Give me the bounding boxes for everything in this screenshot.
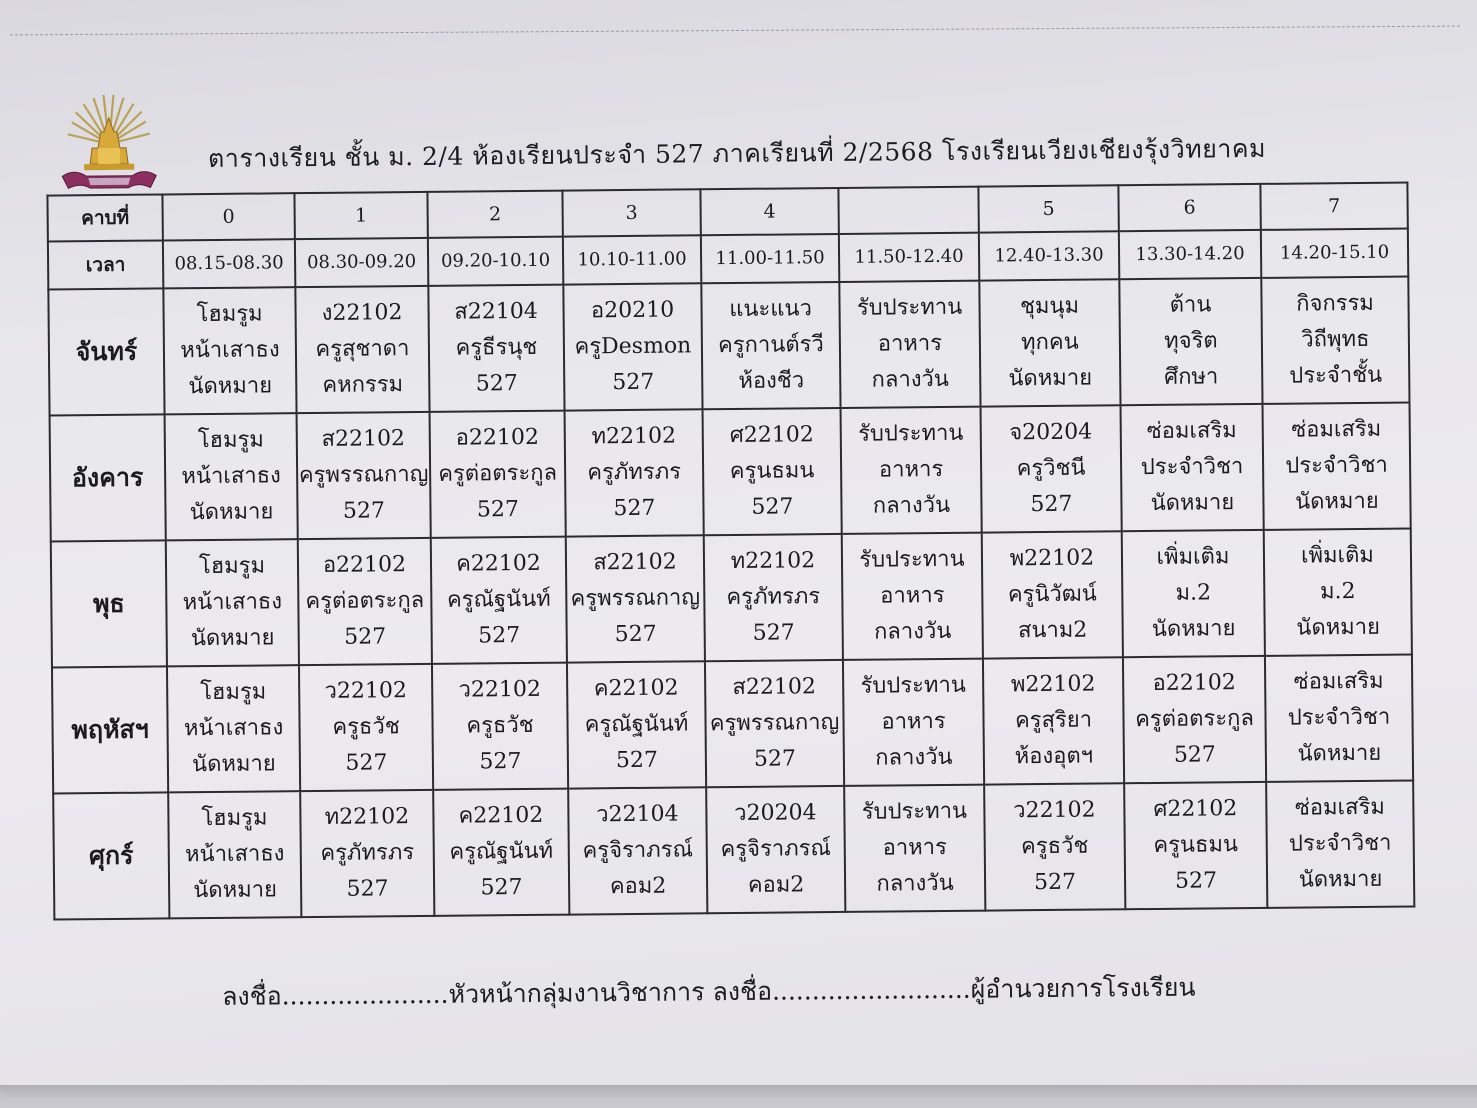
room-or-note: 527	[346, 876, 389, 902]
schedule-cell	[566, 535, 705, 662]
subject-code: ว22102	[1013, 797, 1096, 824]
period-number: 7	[1260, 182, 1407, 229]
schedule-cell	[1124, 782, 1267, 909]
teacher-name: ประจำวิชา	[1288, 830, 1392, 857]
school-emblem-icon	[53, 91, 164, 196]
subject-code: โฮมรูม	[200, 679, 267, 706]
schedule-cell	[568, 787, 707, 914]
subject-code: จ20204	[1009, 419, 1093, 446]
teacher-name: ม.2	[1175, 580, 1212, 606]
subject-code: ศ22102	[1153, 796, 1238, 822]
schedule-cell	[1119, 278, 1262, 405]
timetable	[46, 181, 1415, 920]
room-or-note: นัดหมาย	[193, 877, 278, 904]
room-or-note: นัดหมาย	[1295, 488, 1379, 515]
schedule-cell	[704, 534, 843, 661]
room-or-note: 527	[342, 498, 386, 524]
schedule-cell	[843, 659, 984, 786]
teacher-name: ครูจิราภรณ์	[582, 837, 694, 864]
teacher-name: ครูณัฐนันท์	[584, 711, 689, 738]
subject-code: ซ่อมเสริม	[1146, 418, 1237, 445]
schedule-cell	[1264, 528, 1412, 655]
room-or-note: 527	[480, 875, 523, 901]
subject-code: กิจกรรม	[1296, 290, 1374, 317]
time-slot: 08.15-08.30	[163, 239, 295, 288]
room-or-note: 527	[615, 747, 659, 774]
teacher-name: ครูต่อตระกูล	[1135, 705, 1255, 733]
subject-code: ง22102	[321, 300, 403, 326]
room-or-note: ห้องอุตฯ	[1014, 743, 1094, 770]
timetable-document	[17, 75, 1446, 1049]
subject-code: ซ่อมเสริม	[1293, 668, 1384, 695]
schedule-cell	[982, 531, 1123, 658]
day-name: พุธ	[51, 540, 167, 667]
room-or-note: สนาม2	[1017, 617, 1088, 644]
teacher-name: ครูวิชนี	[1016, 455, 1086, 482]
subject-code: ส22102	[321, 426, 406, 452]
schedule-cell	[981, 405, 1122, 532]
schedule-cell	[705, 660, 844, 787]
teacher-name: หน้าเสาธง	[180, 337, 280, 364]
room-or-note: 527	[751, 494, 794, 520]
subject-code: เพิ่มเติม	[1156, 544, 1230, 570]
subject-code: ชุมนุม	[1019, 293, 1080, 320]
teacher-name: ม.2	[1319, 579, 1356, 605]
period-number	[838, 187, 978, 234]
period-number: 4	[700, 188, 838, 235]
day-name: พฤหัสฯ	[52, 666, 168, 793]
perforation-line	[10, 26, 1460, 36]
period-number: 1	[294, 192, 427, 239]
schedule-cell	[1261, 276, 1409, 403]
subject-code: ส22102	[593, 549, 677, 576]
teacher-name: ครูธวัช	[1021, 833, 1089, 860]
subject-code: รับประทาน	[860, 672, 966, 699]
schedule-cell	[1121, 404, 1264, 531]
day-row	[53, 780, 1414, 919]
subject-code: ซ่อมเสริม	[1291, 416, 1382, 443]
day-row	[51, 528, 1412, 667]
schedule-cell	[701, 282, 840, 409]
subject-code: อ22102	[322, 552, 407, 578]
time-slot: 11.00-11.50	[701, 234, 839, 283]
schedule-cell	[167, 665, 300, 792]
subject-code: ว22102	[324, 678, 408, 704]
subject-code: พ22102	[1009, 545, 1095, 572]
day-name: จันทร์	[48, 288, 164, 415]
day-name: ศุกร์	[53, 792, 169, 919]
teacher-name: หน้าเสาธง	[184, 841, 285, 868]
teacher-name: ครูสุริยา	[1014, 707, 1093, 734]
subject-code: ศ22102	[729, 422, 814, 449]
schedule-cell	[295, 286, 429, 413]
time-slot: 10.10-11.00	[563, 235, 701, 284]
schedule-cell	[842, 533, 983, 660]
teacher-name: ครูนธมน	[1153, 832, 1239, 858]
schedule-cell	[300, 790, 434, 917]
teacher-name: หน้าเสาธง	[182, 589, 283, 616]
room-or-note: กลางวัน	[873, 618, 952, 645]
teacher-name: ครูภัทรภร	[320, 840, 415, 866]
subject-code: ค22102	[456, 550, 541, 577]
schedule-cell	[567, 661, 706, 788]
schedule-cell	[431, 537, 567, 664]
teacher-name: ครูนิวัฒน์	[1007, 581, 1097, 608]
time-slot: 08.30-09.20	[295, 238, 428, 287]
teacher-name: ครูสุชาดา	[315, 336, 410, 362]
time-label: เวลา	[48, 240, 163, 289]
teacher-name: ครูพรรณกาญ	[570, 585, 701, 612]
room-or-note: นัดหมาย	[1296, 614, 1381, 641]
period-number: 0	[162, 193, 294, 240]
schedule-cell	[839, 281, 980, 408]
time-slot: 11.50-12.40	[839, 233, 979, 282]
subject-code: แนะแนว	[729, 296, 812, 323]
schedule-cell	[432, 663, 568, 790]
time-slot: 12.40-13.30	[979, 231, 1119, 280]
subject-code: รับประทาน	[856, 294, 963, 321]
teacher-name: ทุจริต	[1164, 328, 1218, 354]
room-or-note: นัดหมาย	[1298, 866, 1383, 893]
subject-code: ว22104	[596, 801, 679, 828]
room-or-note: 527	[479, 749, 522, 775]
teacher-name: ครูนธมน	[729, 458, 815, 485]
subject-code: อ22102	[455, 424, 540, 451]
schedule-cell	[166, 539, 299, 666]
room-or-note: 527	[1173, 742, 1216, 768]
teacher-name: อาหาร	[882, 834, 947, 861]
subject-code: โฮมรูม	[196, 301, 263, 328]
room-or-note: 527	[613, 495, 656, 522]
room-or-note: นัดหมาย	[192, 751, 276, 778]
schedule-cell	[703, 408, 842, 535]
schedule-cell	[844, 785, 985, 912]
room-or-note: 527	[612, 369, 655, 396]
teacher-name: อาหาร	[877, 330, 943, 357]
teacher-name: ประจำวิชา	[1140, 454, 1244, 481]
schedule-cell	[163, 287, 296, 414]
room-or-note: นัดหมาย	[1150, 490, 1235, 516]
teacher-name: ประจำวิชา	[1287, 704, 1391, 731]
subject-code: รับประทาน	[858, 420, 964, 447]
room-or-note: คอม2	[609, 873, 667, 900]
teacher-name: ครูกานต์รวี	[717, 332, 824, 359]
schedule-cell	[299, 664, 433, 791]
day-row	[48, 276, 1409, 415]
teacher-name: ครูธวัช	[466, 712, 534, 739]
schedule-cell	[433, 789, 569, 916]
schedule-cell	[1123, 656, 1266, 783]
schedule-cell	[168, 791, 301, 918]
schedule-cell	[565, 409, 704, 536]
room-or-note: ห้องชีว	[738, 368, 805, 394]
subject-code: ท22102	[591, 423, 677, 450]
schedule-cell	[1122, 530, 1265, 657]
teacher-name: ครูพรรณกาญ	[709, 709, 840, 737]
room-or-note: 527	[344, 624, 387, 650]
teacher-name: ครูพรรณกาญ	[298, 461, 429, 489]
subject-code: โฮมรูม	[201, 805, 268, 832]
teacher-name: ครูณัฐนันท์	[449, 838, 554, 865]
schedule-cell	[428, 285, 564, 412]
subject-code: เพิ่มเติม	[1300, 542, 1375, 569]
teacher-name: ครูต่อตระกูล	[305, 587, 425, 615]
subject-code: ต้าน	[1169, 292, 1212, 318]
teacher-name: อาหาร	[881, 708, 946, 735]
teacher-name: ครูภัทรภร	[587, 459, 682, 486]
subject-code: ว20204	[734, 800, 817, 826]
room-or-note: นัดหมาย	[1297, 740, 1382, 767]
room-or-note: กลางวัน	[871, 366, 950, 393]
teacher-name: ประจำวิชา	[1285, 452, 1388, 479]
schedule-cell	[1265, 654, 1413, 781]
room-or-note: 527	[345, 750, 388, 776]
room-or-note: กลางวัน	[872, 492, 951, 519]
period-number: 2	[427, 191, 562, 238]
teacher-name: ครูต่อตระกูล	[438, 460, 558, 487]
day-row	[52, 654, 1413, 793]
schedule-cell	[841, 407, 982, 534]
page-title: ตารางเรียน ชั้น ม. 2/4 ห้องเรียนประจำ 527 ภาคเรียนที่ 2/2568 โรงเรียนเวียงเชียงรุ้งวิทยาคม	[207, 133, 1267, 174]
subject-code: โฮมรูม	[198, 553, 266, 580]
teacher-name: ครูจิราภรณ์	[720, 836, 832, 863]
subject-code: ท22102	[324, 804, 410, 830]
room-or-note: 527	[1174, 868, 1218, 894]
teacher-name: ครูภัทรภร	[726, 584, 821, 611]
signature-line: ลงชื่อ.....................หัวหน้ากลุ่มงานวิชาการ ลงชื่อ.........................ผู้อำนวยการโรงเรียน	[222, 972, 1196, 1011]
period-number: 6	[1118, 184, 1260, 231]
subject-code: พ22102	[1010, 671, 1096, 698]
teacher-name: หน้าเสาธง	[183, 715, 284, 742]
subject-code: ว22102	[458, 676, 542, 703]
time-slot: 09.20-10.10	[428, 237, 563, 286]
room-or-note: 527	[1033, 869, 1077, 896]
period-number: 5	[978, 185, 1118, 232]
teacher-name: ครูณัฐนันท์	[446, 586, 551, 613]
room-or-note: นัดหมาย	[190, 625, 275, 652]
teacher-name: หน้าเสาธง	[181, 463, 281, 490]
subject-code: ค22102	[458, 802, 544, 829]
room-or-note: นัดหมาย	[188, 373, 273, 400]
room-or-note: 527	[475, 371, 518, 397]
room-or-note: 527	[753, 746, 797, 772]
schedule-cell	[563, 283, 702, 410]
day-row	[50, 402, 1411, 541]
room-or-note: 527	[476, 497, 520, 523]
room-or-note: 527	[1030, 491, 1073, 518]
room-or-note: คหกรรม	[322, 372, 404, 398]
subject-code: ส22104	[454, 298, 538, 325]
subject-code: ท22102	[730, 548, 816, 575]
room-or-note: 527	[752, 620, 795, 646]
schedule-cell	[706, 786, 845, 913]
schedule-cell	[298, 538, 432, 665]
teacher-name: ครูธีรนุช	[455, 334, 538, 361]
subject-code: รับประทาน	[861, 798, 968, 825]
subject-code: ซ่อมเสริม	[1294, 794, 1385, 821]
teacher-name: อาหาร	[880, 582, 945, 609]
room-or-note: 527	[614, 621, 657, 648]
room-or-note: 527	[478, 623, 521, 649]
teacher-name: ครูธวัช	[332, 714, 400, 740]
subject-code: อ20210	[590, 297, 675, 324]
subject-code: โฮมรูม	[197, 427, 264, 454]
room-or-note: นัดหมาย	[189, 499, 274, 526]
period-label: คาบที่	[47, 194, 162, 241]
schedule-cell	[1266, 780, 1414, 907]
period-number: 3	[562, 189, 700, 236]
subject-code: ค22102	[593, 675, 679, 702]
time-slot: 14.20-15.10	[1261, 228, 1408, 277]
room-or-note: ศึกษา	[1164, 364, 1219, 390]
room-or-note: นัดหมาย	[1151, 616, 1236, 642]
teacher-name: ครูDesmon	[574, 333, 692, 360]
schedule-cell	[165, 413, 298, 540]
room-or-note: นัดหมาย	[1008, 365, 1093, 392]
schedule-cell	[979, 279, 1120, 406]
schedule-cell	[984, 783, 1125, 910]
subject-code: ส22102	[732, 674, 817, 701]
subject-code: อ22102	[1152, 670, 1236, 696]
teacher-name: อาหาร	[878, 456, 944, 483]
day-name: อังคาร	[50, 414, 166, 541]
room-or-note: คอม2	[747, 872, 805, 898]
schedule-cell	[430, 411, 566, 538]
schedule-cell	[983, 657, 1124, 784]
subject-code: รับประทาน	[859, 546, 965, 573]
room-or-note: กลางวัน	[875, 744, 953, 771]
room-or-note: ประจำชั้น	[1289, 362, 1383, 389]
teacher-name: ทุกคน	[1020, 329, 1079, 356]
room-or-note: กลางวัน	[876, 870, 954, 897]
schedule-cell	[297, 412, 431, 539]
teacher-name: วิถีพุทธ	[1301, 326, 1370, 353]
schedule-cell	[1263, 402, 1411, 529]
time-slot: 13.30-14.20	[1119, 230, 1261, 279]
